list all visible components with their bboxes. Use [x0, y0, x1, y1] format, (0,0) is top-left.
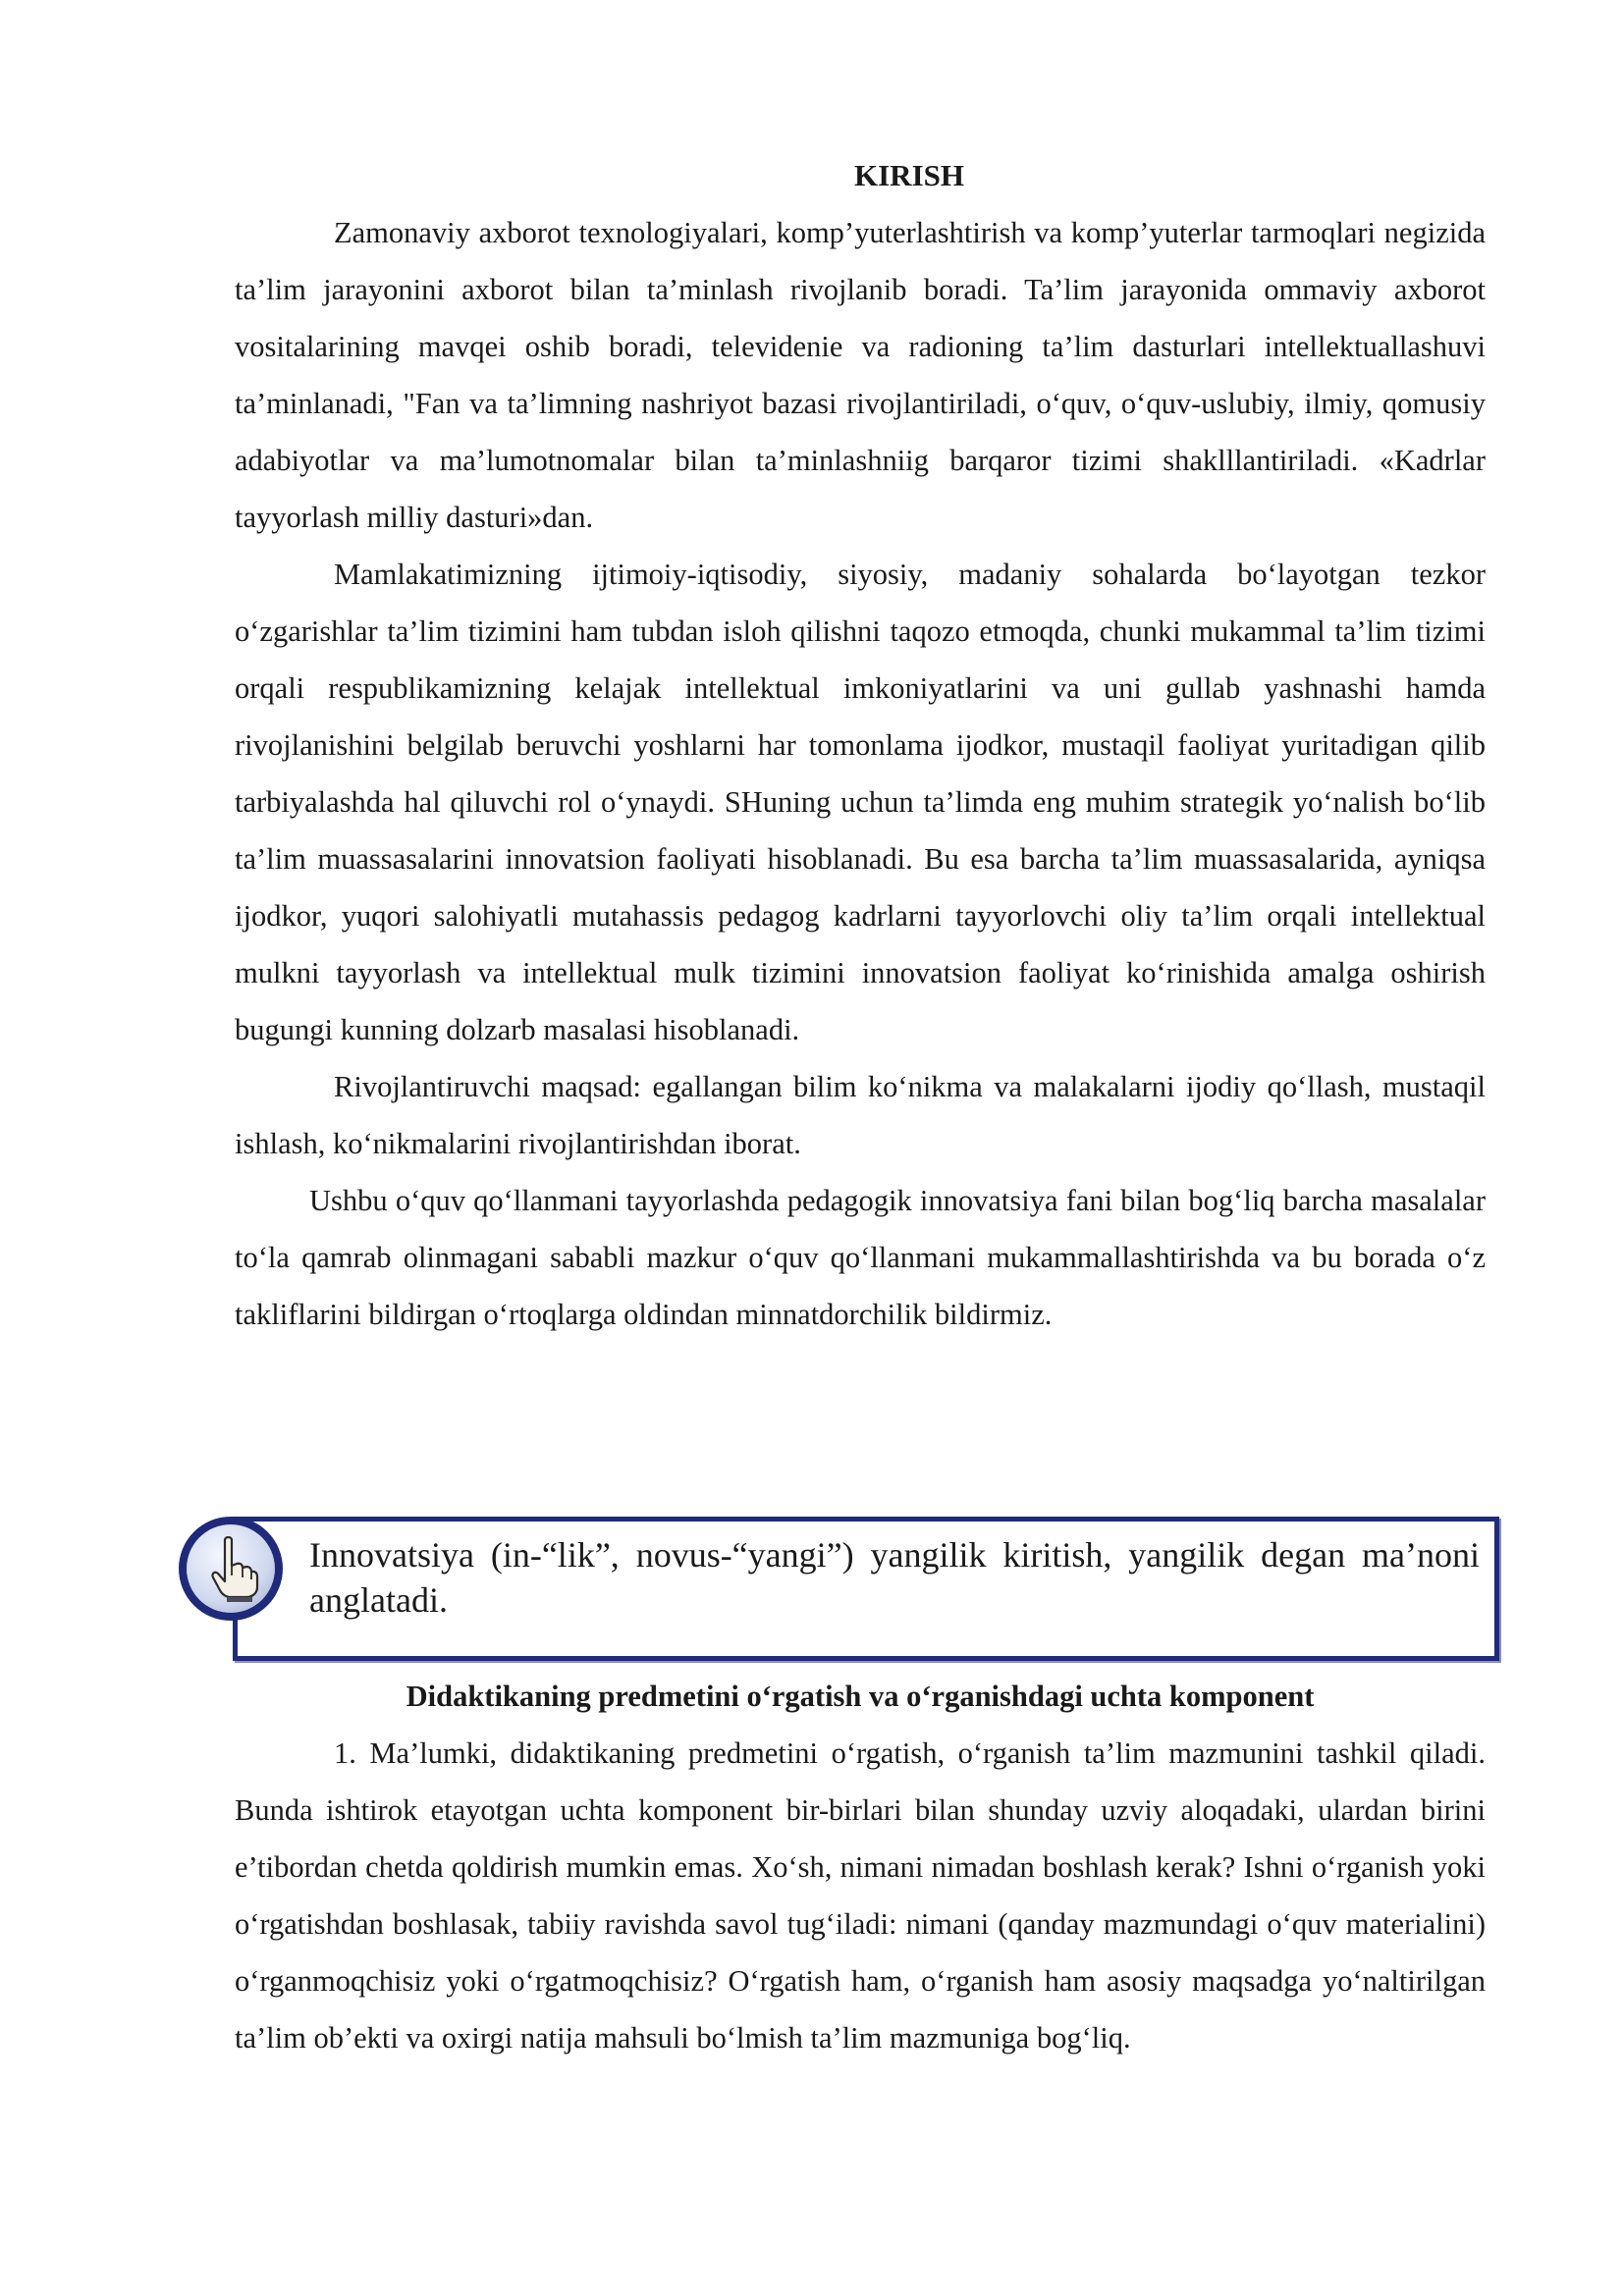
- intro-paragraph-1: Zamonaviy axborot texnologiyalari, komp’yuterlashtirish va komp’yuterlar tarmoqlari negizida ta’lim jarayonini axborot bilan ta’minlash rivojlanib boradi. Ta’lim jarayonida ommaviy axborot vositalarining mavqei oshib boradi, televidenie va radioning ta’lim dasturlari intellektuallashuvi ta’minlanadi, "Fan va ta’limning nashriyot bazasi rivojlantiriladi, o‘quv, o‘quv-uslubiy, ilmiy, qomusiy adabiyotlar va ma’lumotnomalar bilan ta’minlashniig barqaror tizimi shaklllantiriladi. «Kadrlar tayyorlash milliy dasturi»dan.: [235, 216, 1486, 534]
- callout-text: Innovatsiya (in-“lik”, novus-“yangi”) yangilik kiritish, yangilik degan ma’noni anglatadi.: [309, 1535, 1480, 1620]
- pointing-hand-icon: [187, 1524, 275, 1613]
- intro-paragraph-2: Mamlakatimizning ijtimoiy-iqtisodiy, siyosiy, madaniy sohalarda bo‘layotgan tezkor o‘zgarishlar ta’lim tizimini ham tubdan isloh qilishni taqozo etmoqda, chunki mukammal ta’lim tizimi orqali respublikamizning kelajak intellektual imkoniyatlarini va uni gullab yashnashi hamda rivojlanishini belgilab beruvchi yoshlarni har tomonlama ijodkor, mustaqil faoliyat yuritadigan qilib tarbiyalashda hal qiluvchi rol o‘ynaydi. SHuning uchun ta’limda eng muhim strategik yo‘nalish bo‘lib ta’lim muassasalarini innovatsion faoliyati hisoblanadi. Bu esa barcha ta’lim muassasalarida, ayniqsa ijodkor, yuqori salohiyatli mutahassis pedagog kadrlarni tayyorlovchi oliy ta’lim orqali intellektual mulkni tayyorlash va intellektual mulk tizimini innovatsion faoliyat ko‘rinishida amalga oshirish bugungi kunning dolzarb masalasi hisoblanadi.: [235, 558, 1486, 1046]
- section-heading: Didaktikaning predmetini o‘rgatish va o‘rganishdagi uchta komponent: [406, 1680, 1315, 1713]
- intro-paragraph-4: Ushbu o‘quv qo‘llanmani tayyorlashda pedagogik innovatsiya fani bilan bog‘liq barcha masalalar to‘la qamrab olinmagani sababli mazkur o‘quv qo‘llanmani mukammallashtirishda va bu borada o‘z takliflarini bildirgan o‘rtoqlarga oldindan minnatdorchilik bildirmiz.: [235, 1184, 1486, 1331]
- page-title: KIRISH: [854, 158, 964, 192]
- didactics-section: [235, 1668, 1486, 2066]
- definition-callout: [233, 1517, 1501, 1665]
- intro-section: [235, 147, 1486, 1343]
- section-paragraph: 1. Ma’lumki, didaktikaning predmetini o‘rgatish, o‘rganish ta’lim mazmunini tashkil qiladi. Bunda ishtirok etayotgan uchta komponent bir-birlari bilan shunday uzviy aloqadaki, ulardan birini e’tibordan chetda qoldirish mumkin emas. Xo‘sh, nimani nimadan boshlash kerak? Ishni o‘rganish yoki o‘rgatishdan boshlasak, tabiiy ravishda savol tug‘iladi: nimani (qanday mazmundagi o‘quv materialini) o‘rganmoqchisiz yoki o‘rgatmoqchisiz? O‘rgatish ham, o‘rganish ham asosiy maqsadga yo‘naltirilgan ta’lim ob’ekti va oxirgi natija mahsuli bo‘lmish ta’lim mazmuniga bog‘liq.: [235, 1736, 1486, 2055]
- intro-paragraph-3: Rivojlantiruvchi maqsad: egallangan bilim ko‘nikma va malakalarni ijodiy qo‘llash, mustaqil ishlash, ko‘nikmalarini rivojlantirishdan iborat.: [235, 1070, 1486, 1160]
- callout-badge: [179, 1517, 283, 1621]
